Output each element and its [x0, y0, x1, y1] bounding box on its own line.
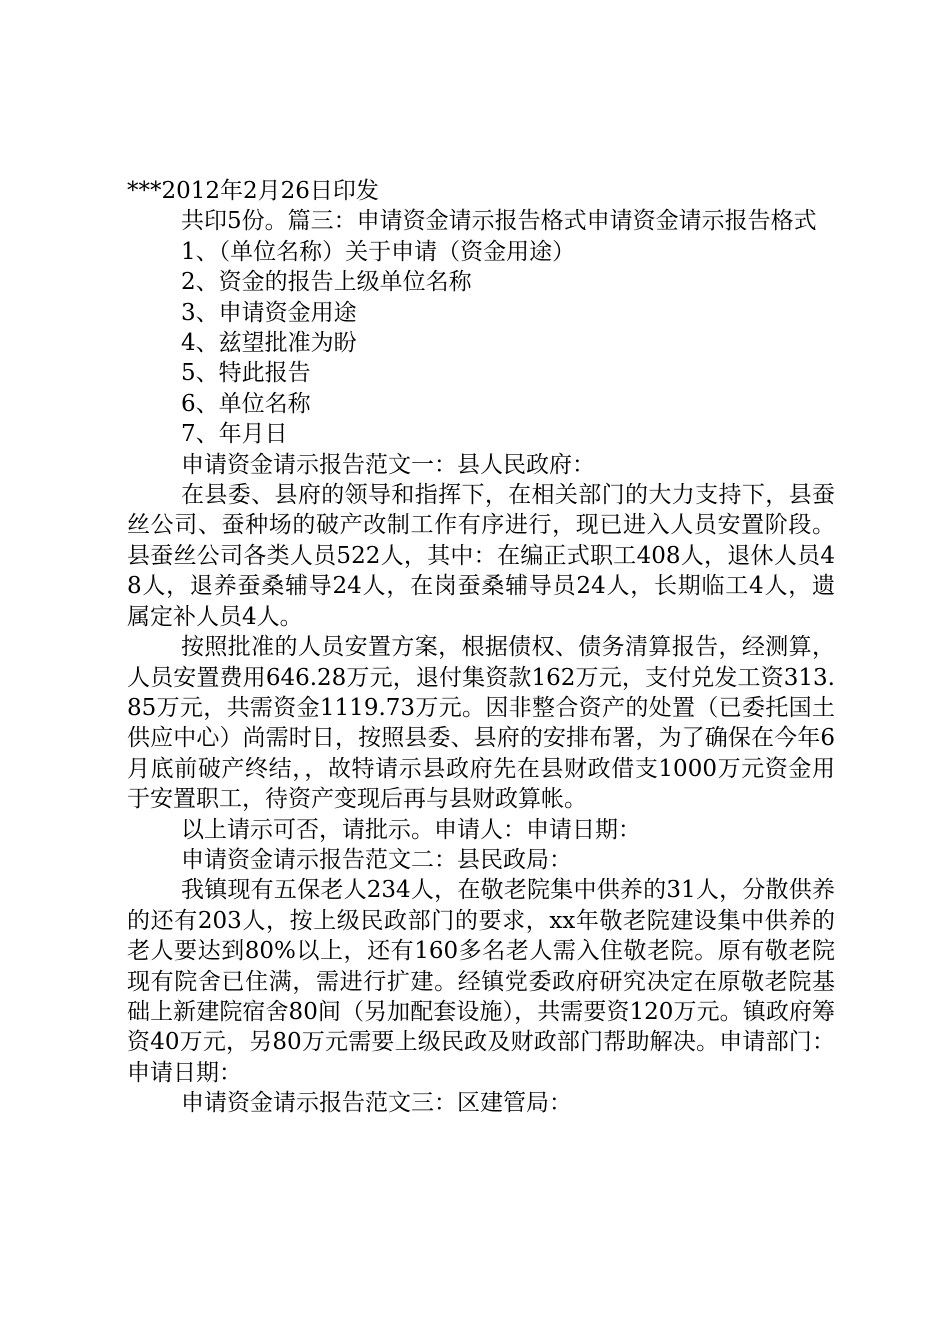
- format-item-7: 7、年月日: [181, 421, 288, 448]
- format-item-5: 5、特此报告: [181, 360, 311, 387]
- sample-one-paragraph-1: 在县委、县府的领导和指挥下，在相关部门的大力支持下，县蚕丝公司、蚕种场的破产改制工作有序进行，现已进入人员安置阶段。县蚕丝公司各类人员522人，其中：在编正式职工408人，退休人员48人，退养蚕桑辅导24人，在岗蚕桑辅导员24人，长期临工4人，遗属定补人员4人。: [127, 482, 835, 630]
- format-item-3: 3、申请资金用途: [181, 299, 357, 326]
- sample-two-paragraph: 我镇现有五保老人234人，在敬老院集中供养的31人，分散供养的还有203人，按上级民政部门的要求，xx年敬老院建设集中供养的老人要达到80%以上，还有160多名老人需入住敬老院。原有敬老院现有院舍已住满，需进行扩建。经镇党委政府研究决定在原敬老院基础上新建院宿舍80间（另加配套设施），共需要资120万元。镇政府筹资40万元，另80万元需要上级民政及财政部门帮助解决。申请部门：申请日期：: [127, 877, 835, 1086]
- sample-two-heading: 申请资金请示报告范文二：县民政局：: [181, 846, 572, 873]
- print-date-line: ***2012年2月26日印发: [127, 178, 379, 204]
- format-item-6: 6、单位名称: [181, 390, 311, 417]
- format-item-2: 2、资金的报告上级单位名称: [181, 269, 472, 296]
- format-item-4: 4、兹望批准为盼: [181, 330, 357, 357]
- sample-one-heading: 申请资金请示报告范文一：县人民政府：: [181, 451, 595, 478]
- document-body: [127, 176, 835, 1119]
- sample-three-heading: 申请资金请示报告范文三：区建管局：: [181, 1090, 572, 1117]
- format-item-1: 1、（单位名称）关于申请（资金用途）: [181, 238, 576, 265]
- sample-one-closing: 以上请示可否，请批示。申请人：申请日期：: [181, 816, 641, 843]
- copies-and-heading: 共印5份。篇三：申请资金请示报告格式申请资金请示报告格式: [181, 208, 817, 235]
- sample-one-paragraph-2: 按照批准的人员安置方案，根据债权、债务清算报告，经测算，人员安置费用646.28万元，退付集资款162万元，支付兑发工资313.85万元，共需资金1119.73万元。因非整合资产的处置（已委托国土供应中心）尚需时日，按照县委、县府的安排布署，为了确保在今年6月底前破产终结，，故特请示县政府先在县财政借支1000万元资金用于安置职工，待资产变现后再与县财政算帐。: [127, 634, 835, 813]
